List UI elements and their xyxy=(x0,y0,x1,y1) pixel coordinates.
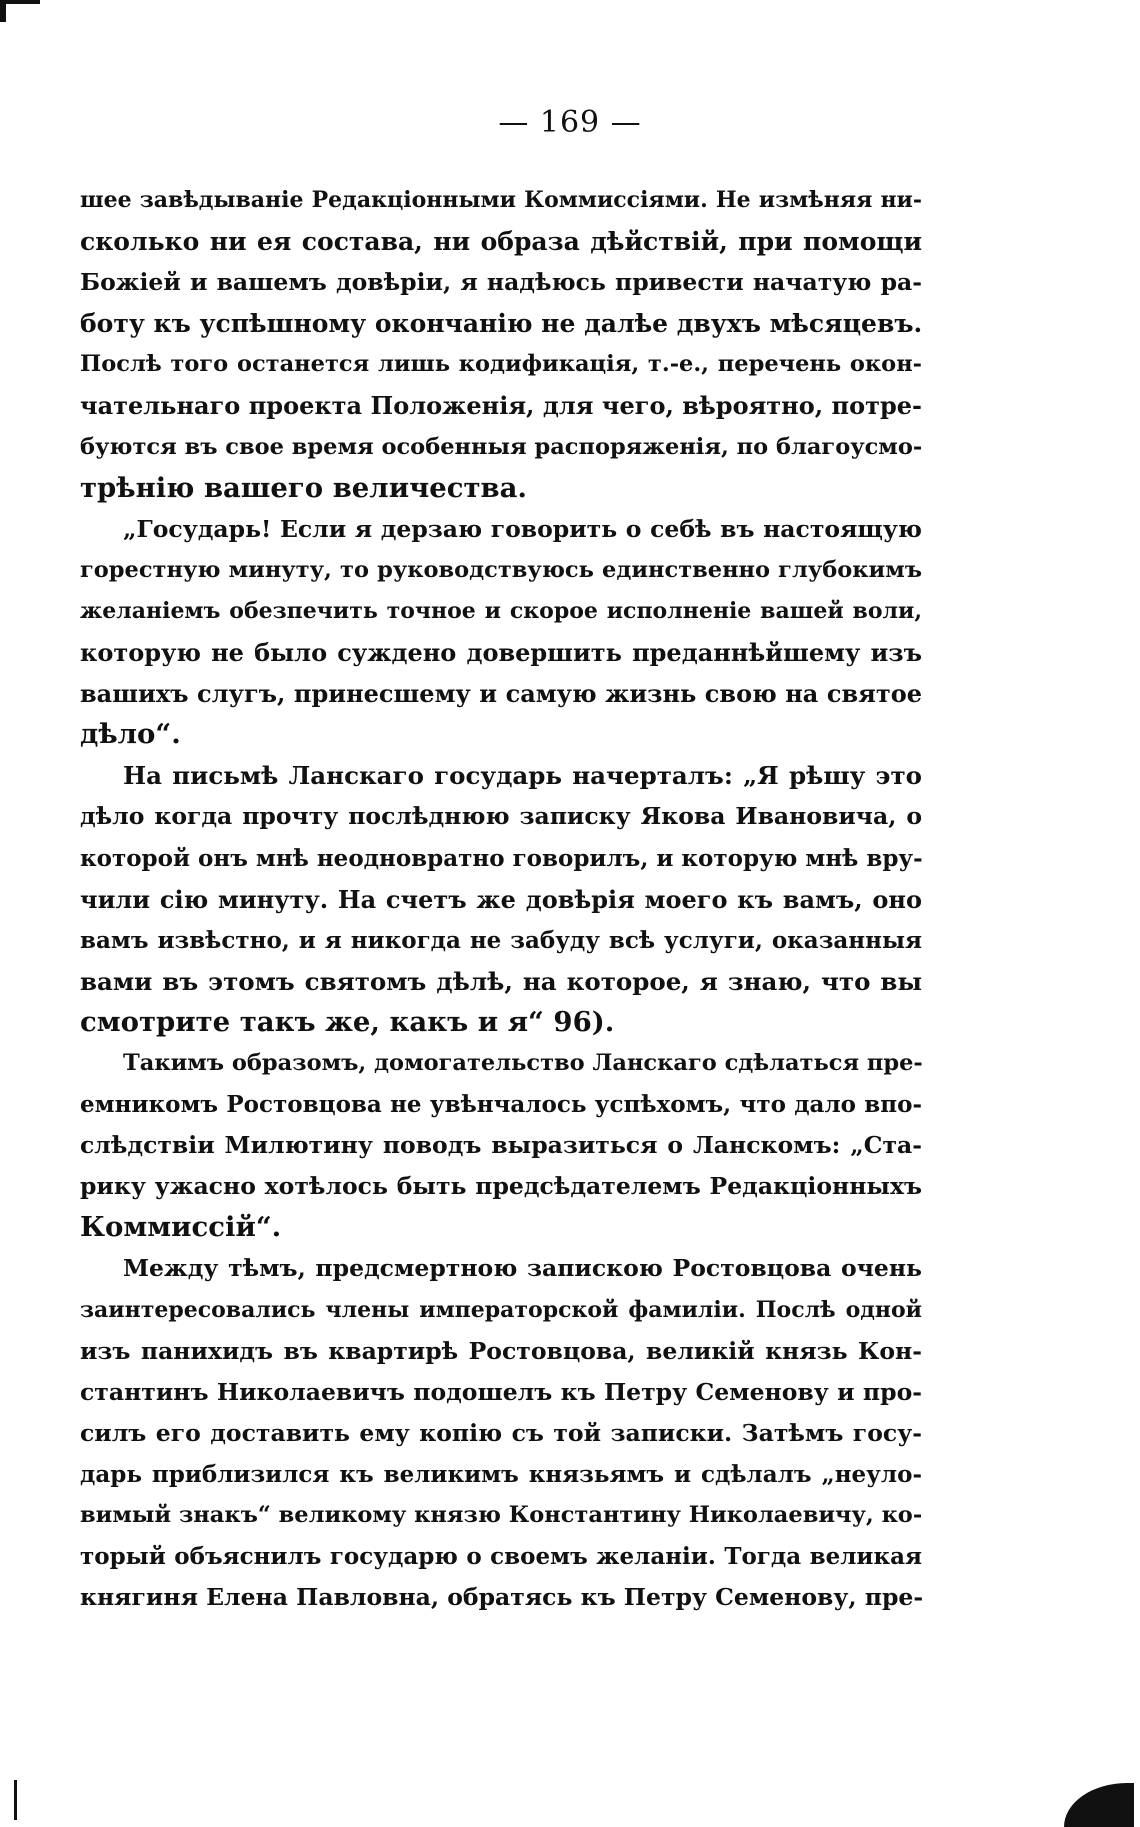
text-line: шее завѣдываніе Редакціонными Коммиссіями. Не измѣняя ни- xyxy=(80,187,922,213)
text-line: Между тѣмъ, предсмертною запискою Ростовцова очень xyxy=(123,1254,922,1283)
text-line: чили сію минуту. На счетъ же довѣрія моего къ вамъ, оно xyxy=(80,884,922,914)
text-line: слѣдствіи Милютину поводъ выразиться о Ланскомъ: „Ста- xyxy=(80,1131,922,1160)
text-line: торый объяснилъ государю о своемъ желаніи. Тогда великая xyxy=(80,1543,922,1571)
text-line: дѣло когда прочту послѣднюю записку Якова Ивановича, о xyxy=(80,802,922,831)
text-line: дарь приблизился къ великимъ князьямъ и сдѣлалъ „неуло- xyxy=(80,1460,922,1488)
text-line: „Государь! Если я дерзаю говорить о себѣ въ настоящую xyxy=(123,514,922,543)
text-line: Такимъ образомъ, домогательство Ланскаго сдѣлаться пре- xyxy=(123,1049,923,1076)
text-line: желаніемъ обезпечить точное и скорое исполненіе вашей воли, xyxy=(80,597,922,624)
text-line: чательнаго проекта Положенія, для чего, вѣроятно, потре- xyxy=(80,391,922,421)
text-line: сколько ни ея состава, ни образа дѣйствій, при помощи xyxy=(80,227,922,257)
text-line: силъ его доставить ему копію съ той записки. Затѣмъ госу- xyxy=(80,1418,922,1447)
corner-mark xyxy=(0,0,40,22)
text-line: буются въ свое время особенныя распоряженія, по благоусмо- xyxy=(80,433,923,460)
text-line: вами въ этомъ святомъ дѣлѣ, на которое, я знаю, что вы xyxy=(80,966,922,996)
text-line: которой онъ мнѣ неодновратно говорилъ, и которую мнѣ вру- xyxy=(80,844,923,872)
text-line: трѣнію вашего величества. xyxy=(80,471,527,504)
text-line: стантинъ Николаевичъ подошелъ къ Петру Семенову и про- xyxy=(80,1377,922,1406)
text-line: которую не было суждено довершить преданнѣйшему изъ xyxy=(80,638,922,668)
text-line: вашихъ слугъ, принесшему и самую жизнь свою на святое xyxy=(80,679,922,709)
text-line: Коммиссій“. xyxy=(80,1211,282,1244)
text-line: смотрите такъ же, какъ и я“ 96). xyxy=(80,1005,615,1038)
text-line: Послѣ того останется лишь кодификація, т.-е., перечень окон- xyxy=(80,351,922,378)
text-line: емникомъ Ростовцова не увѣнчалось успѣхомъ, что дало впо- xyxy=(80,1091,922,1119)
text-line: На письмѣ Ланскаго государь начерталъ: „Я рѣшу это xyxy=(123,761,922,791)
ink-blot xyxy=(1064,1783,1134,1827)
text-line: горестную минуту, то руководствуюсь единственно глубокимъ xyxy=(80,556,922,583)
text-line: вамъ извѣстно, и я никогда не забуду всѣ услуги, оказанныя xyxy=(80,926,922,954)
text-line: вимый знакъ“ великому князю Константину Николаевичу, ко- xyxy=(80,1502,923,1528)
text-line: изъ панихидъ въ квартирѣ Ростовцова, великій князь Кон- xyxy=(80,1336,922,1365)
text-line: княгиня Елена Павловна, обратясь къ Петру Семенову, пре- xyxy=(80,1583,924,1612)
text-line: рику ужасно хотѣлось быть предсѣдателемъ Редакціонныхъ xyxy=(80,1172,922,1201)
body-text xyxy=(80,180,922,1618)
page-number: — 169 — xyxy=(498,105,642,140)
text-line: заинтересовались члены императорской фамиліи. Послѣ одной xyxy=(80,1296,922,1323)
text-line: боту къ успѣшному окончанію не далѣе двухъ мѣсяцевъ. xyxy=(80,309,923,339)
text-line: Божіей и вашемъ довѣріи, я надѣюсь привести начатую ра- xyxy=(80,268,922,297)
text-line: дѣло“. xyxy=(80,718,181,751)
margin-rule xyxy=(14,1780,17,1820)
